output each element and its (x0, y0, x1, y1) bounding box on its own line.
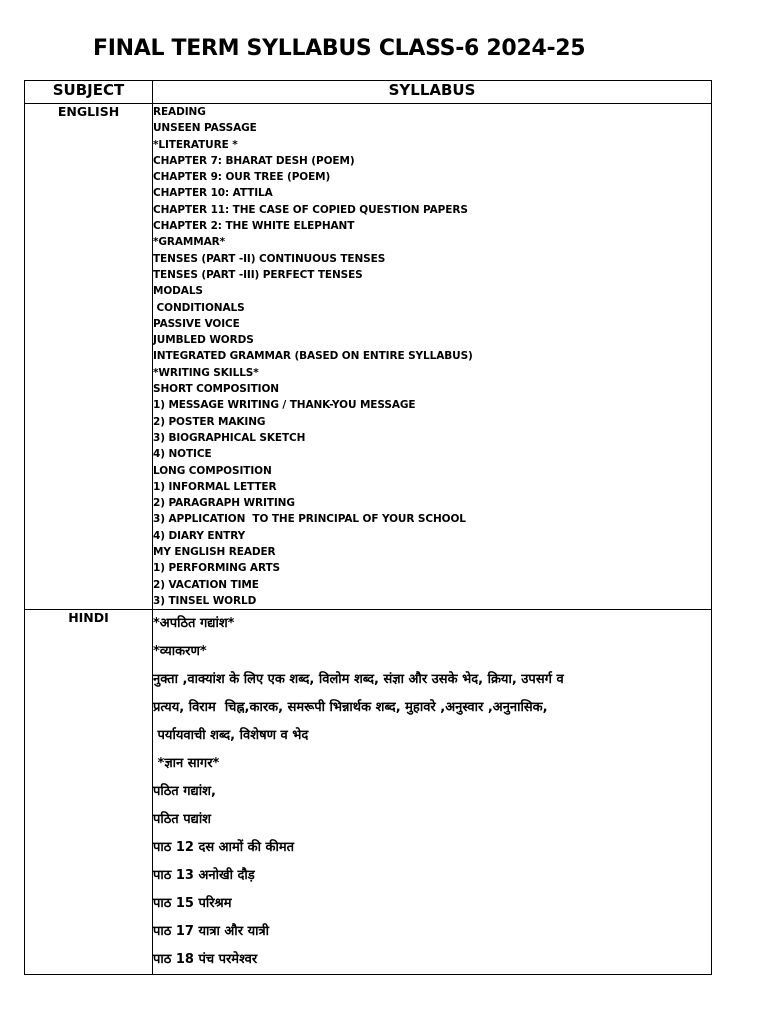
table-header-row (25, 81, 712, 104)
syllabus-english (153, 104, 712, 610)
syllabus-line: नुक्ता ,वाक्यांश के लिए एक शब्द, विलोम शब्द, संज्ञा और उसके भेद, क्रिया, उपसर्ग व (153, 672, 564, 688)
table-row-hindi (25, 610, 712, 975)
syllabus-line: *LITERATURE * (153, 138, 238, 151)
syllabus-line: 2) POSTER MAKING (153, 415, 266, 428)
syllabus-line: 4) DIARY ENTRY (153, 529, 246, 542)
syllabus-line: पठित गद्यांश, (153, 784, 216, 800)
syllabus-line: पठित पद्यांश (153, 812, 212, 828)
syllabus-line: SHORT COMPOSITION (153, 383, 279, 396)
header-syllabus: SYLLABUS (153, 81, 712, 104)
syllabus-line: 2) PARAGRAPH WRITING (153, 497, 295, 510)
header-subject: SUBJECT (25, 81, 153, 104)
syllabus-line: CONDITIONALS (153, 301, 245, 314)
syllabus-line: पाठ 18 पंच परमेश्वर (153, 952, 258, 968)
syllabus-line: PASSIVE VOICE (153, 317, 240, 330)
syllabus-line: 3) BIOGRAPHICAL SKETCH (153, 431, 306, 444)
syllabus-line: *व्याकरण* (153, 644, 207, 660)
syllabus-line: CHAPTER 7: BHARAT DESH (POEM) (153, 154, 355, 167)
syllabus-line: 3) TINSEL WORLD (153, 594, 257, 607)
syllabus-line: INTEGRATED GRAMMAR (BASED ON ENTIRE SYLLABUS) (153, 350, 473, 363)
syllabus-line: 1) PERFORMING ARTS (153, 562, 280, 575)
syllabus-line: 3) APPLICATION TO THE PRINCIPAL OF YOUR SCHOOL (153, 513, 466, 526)
syllabus-line: पाठ 17 यात्रा और यात्री (153, 924, 270, 940)
syllabus-line: CHAPTER 11: THE CASE OF COPIED QUESTION PAPERS (153, 203, 468, 216)
syllabus-line: READING (153, 106, 206, 118)
syllabus-line: 1) INFORMAL LETTER (153, 480, 277, 493)
syllabus-line: CHAPTER 10: ATTILA (153, 187, 273, 200)
syllabus-line: CHAPTER 2: THE WHITE ELEPHANT (153, 220, 355, 233)
subject-hindi: HINDI (25, 610, 153, 975)
syllabus-line: पर्यायवाची शब्द, विशेषण व भेद (153, 728, 309, 744)
syllabus-line: LONG COMPOSITION (153, 464, 272, 477)
syllabus-line: UNSEEN PASSAGE (153, 122, 257, 135)
syllabus-line: TENSES (PART -II) CONTINUOUS TENSES (153, 252, 386, 265)
syllabus-line: *WRITING SKILLS* (153, 366, 259, 379)
syllabus-line: TENSES (PART -III) PERFECT TENSES (153, 268, 363, 281)
syllabus-line: 2) VACATION TIME (153, 578, 259, 591)
subject-english: ENGLISH (25, 104, 153, 610)
syllabus-line: CHAPTER 9: OUR TREE (POEM) (153, 171, 331, 184)
syllabus-line: *ज्ञान सागर* (153, 756, 220, 772)
syllabus-line: पाठ 15 परिश्रम (153, 896, 232, 912)
syllabus-line: MY ENGLISH READER (153, 546, 276, 559)
syllabus-line: पाठ 12 दस आमों की कीमत (153, 840, 295, 856)
syllabus-hindi (153, 610, 712, 975)
table-row-english (25, 104, 712, 610)
syllabus-line: 1) MESSAGE WRITING / THANK-YOU MESSAGE (153, 399, 416, 412)
syllabus-line: प्रत्यय, विराम चिह्न,कारक, समरूपी भिन्नार्थक शब्द, मुहावरे ,अनुस्वार ,अनुनासिक, (153, 700, 548, 716)
syllabus-line: पाठ 13 अनोखी दौड़ (153, 868, 255, 884)
syllabus-line: MODALS (153, 285, 203, 298)
page-title: FINAL TERM SYLLABUS CLASS-6 2024-25 (93, 36, 586, 61)
syllabus-line: *अपठित गद्यांश* (153, 616, 235, 632)
syllabus-line: *GRAMMAR* (153, 236, 226, 249)
syllabus-table (24, 80, 712, 975)
syllabus-line: JUMBLED WORDS (153, 334, 254, 347)
syllabus-line: 4) NOTICE (153, 448, 212, 461)
